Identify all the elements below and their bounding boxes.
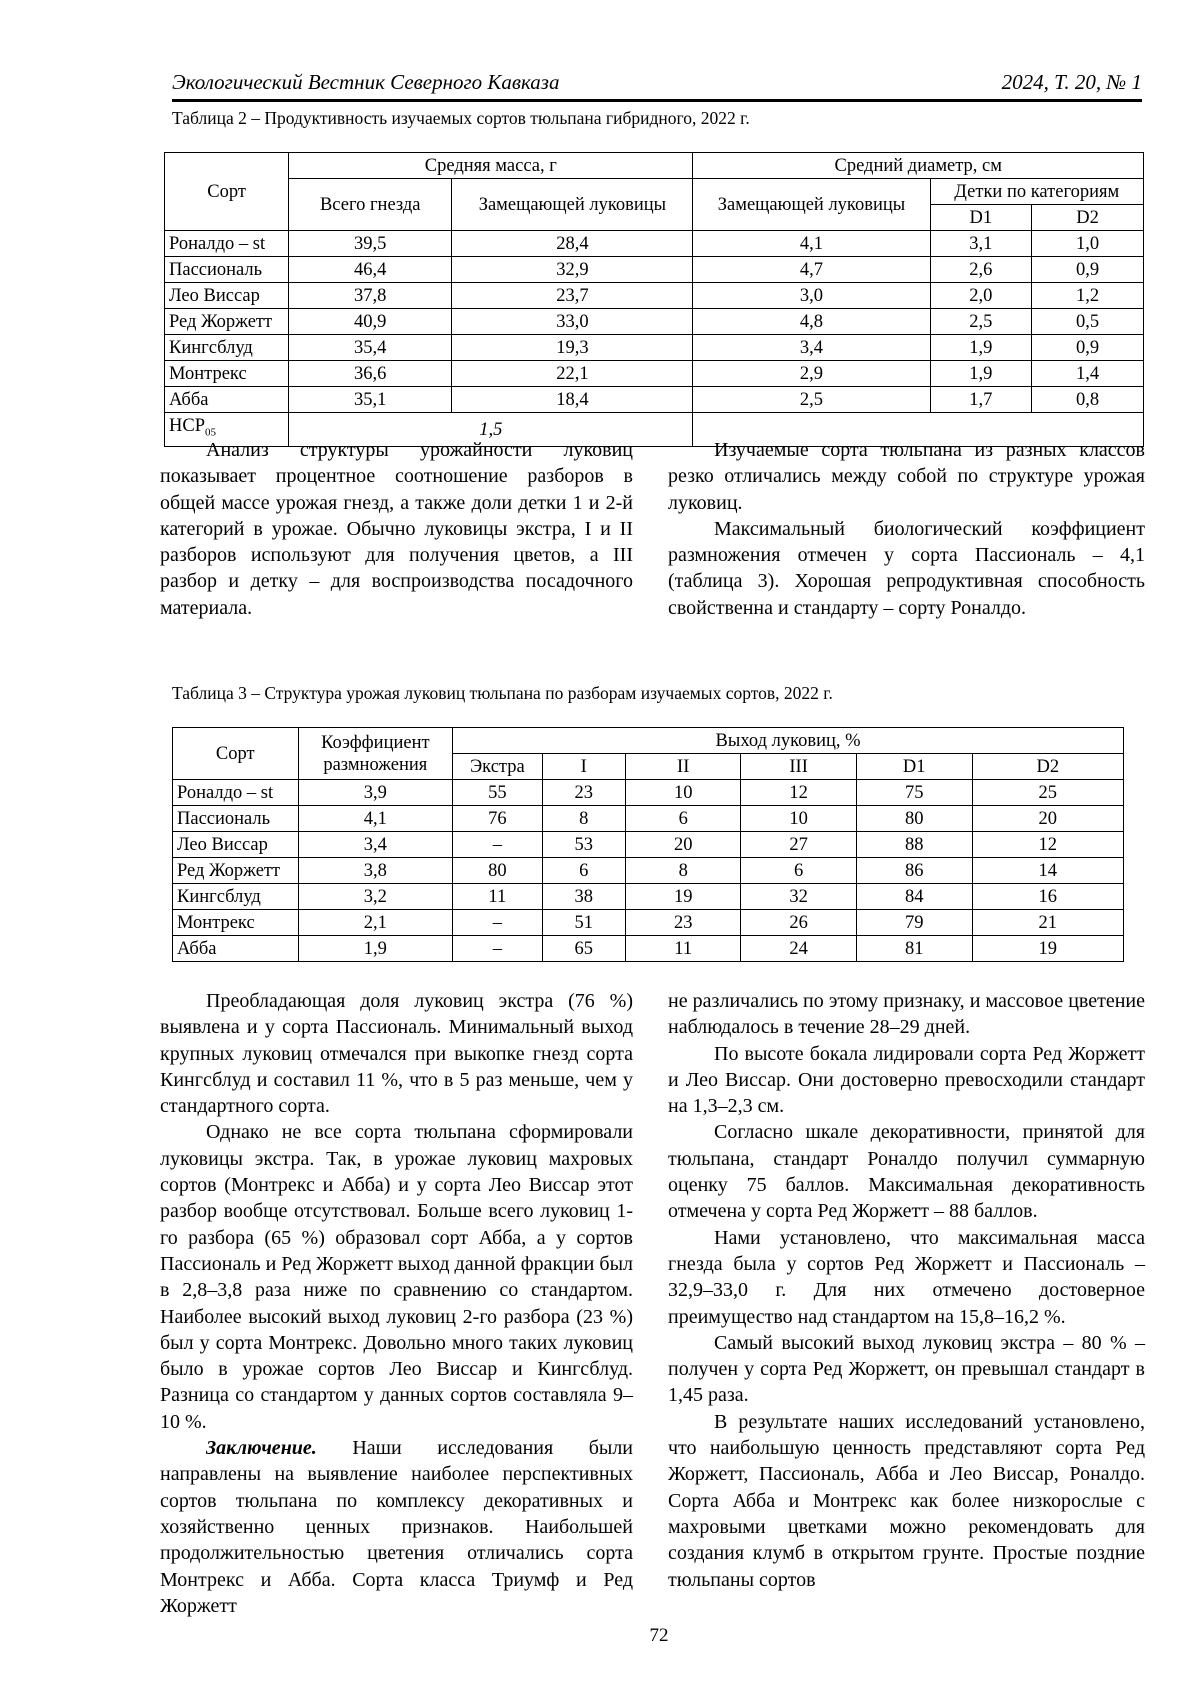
t3-cell-value: 25 [972, 780, 1123, 806]
t3-cell-value: 32 [741, 884, 856, 910]
t2-cell-value: 1,2 [1032, 283, 1144, 309]
t3-header-col: II [625, 754, 740, 780]
t3-cell-value: 12 [972, 832, 1123, 858]
t2-cell-value: 39,5 [289, 231, 452, 257]
t3-cell-value: 8 [625, 858, 740, 884]
t2-header-d2: D2 [1032, 205, 1144, 231]
t2-cell-value: 35,1 [289, 387, 452, 413]
t3-cell-value: 24 [741, 936, 856, 962]
table-row [165, 231, 1144, 257]
t3-cell-value: 20 [625, 832, 740, 858]
para1-right [668, 437, 1145, 621]
t2-cell-value: 0,9 [1032, 335, 1144, 361]
t3-cell-value: 8 [542, 806, 625, 832]
t3-cell-value: 11 [625, 936, 740, 962]
t3-cell-value: 38 [542, 884, 625, 910]
t2-cell-value: 4,1 [693, 231, 930, 257]
t2-cell-value: 2,0 [930, 283, 1032, 309]
paragraph: Максимальный биологический коэффициент размножения отмечен у сорта Пассиональ – 4,1 (таблица 3). Хорошая репродуктивная способность свойственна и стандарту – сорту Роналдо. [668, 517, 1145, 619]
t2-cell-value: 2,6 [930, 257, 1032, 283]
t2-cell-sort: Кингсблуд [165, 335, 289, 361]
paragraph: Согласно шкале декоративности, принятой для тюльпана, стандарт Роналдо получил суммарную оценку 75 баллов. Максимальная декоративность отмечена у сорта Ред Жоржетт – 88 баллов. [668, 1121, 1145, 1223]
table-row [165, 361, 1144, 387]
t3-cell-value: 84 [856, 884, 972, 910]
t3-cell-sort: Роналдо – st [173, 780, 299, 806]
t3-header-col: I [542, 754, 625, 780]
t3-cell-value: 3,9 [298, 780, 453, 806]
paragraph: Анализ структуры урожайности луковиц показывает процентное соотношение разборов в общей массе урожая гнезд, а также доли детки 1 и 2-й категорий в урожае. Обычно луковицы экстра, I и II разборов используют для получения цветов, а III разбор и детку – для воспроизводства посадочного материала. [160, 439, 633, 619]
t3-cell-value: 65 [542, 936, 625, 962]
t2-cell-sort: Пассиональ [165, 257, 289, 283]
t3-cell-value: 19 [625, 884, 740, 910]
t3-cell-value: 12 [741, 780, 856, 806]
table-row [165, 283, 1144, 309]
t3-cell-value: 81 [856, 936, 972, 962]
t2-cell-sort: Ред Жоржетт [165, 309, 289, 335]
t2-header-repl-mass: Замещающей луковицы [452, 179, 693, 231]
t3-cell-value: 26 [741, 910, 856, 936]
table-row [165, 335, 1144, 361]
t2-cell-value: 37,8 [289, 283, 452, 309]
t2-cell-sort: Лео Виссар [165, 283, 289, 309]
t3-cell-sort: Ред Жоржетт [173, 858, 299, 884]
t2-cell-value: 1,4 [1032, 361, 1144, 387]
t3-cell-value: 86 [856, 858, 972, 884]
t3-header-yield: Выход луковиц, % [453, 728, 1124, 754]
conclusion-text: Наши исследования были направлены на выявление наиболее перспективных сортов тюльпана по комплексу декоративных и хозяйственно ценных признаков. Наибольшей продолжительностью цветения отличались сорта Монтрекс и Абба. Сорта класса Триумф и Ред Жоржетт [160, 1437, 633, 1617]
paragraph: не различались по этому признаку, и массовое цветение наблюдалось в течение 28–29 дней. [668, 990, 1145, 1039]
t3-header-col: D1 [856, 754, 972, 780]
table-row [165, 309, 1144, 335]
t3-cell-value: 16 [972, 884, 1123, 910]
t3-cell-sort: Монтрекс [173, 910, 299, 936]
t2-cell-value: 28,4 [452, 231, 693, 257]
t2-cell-value: 32,9 [452, 257, 693, 283]
t2-cell-sort: Монтрекс [165, 361, 289, 387]
running-header [172, 70, 1142, 102]
paragraph: Нами установлено, что максимальная масса гнезда была у сортов Ред Жоржетт и Пассиональ – 32,9–33,0 г. Для них отмечено достоверное преимущество над стандартом на 15,8–16,2 %. [668, 1226, 1145, 1328]
t3-cell-value: 21 [972, 910, 1123, 936]
t2-cell-value: 19,3 [452, 335, 693, 361]
table-row [165, 387, 1144, 413]
t2-cell-value: 36,6 [289, 361, 452, 387]
t2-cell-value: 46,4 [289, 257, 452, 283]
t3-cell-value: 2,1 [298, 910, 453, 936]
t3-cell-value: 6 [741, 858, 856, 884]
t3-cell-value: 3,4 [298, 832, 453, 858]
t2-header-kids: Детки по категориям [930, 179, 1143, 205]
table-row [173, 806, 1124, 832]
t2-cell-value: 3,1 [930, 231, 1032, 257]
paragraph: Преобладающая доля луковиц экстра (76 %) выявлена и у сорта Пассиональ. Минимальный выход крупных луковиц отмечался при выкопке гнезд сорта Кингсблуд и составил 11 %, что в 5 раз меньше, чем у стандартного сорта. [160, 990, 633, 1118]
journal-title: Экологический Вестник Северного Кавказа [172, 70, 560, 94]
table-3 [172, 727, 1124, 962]
table-row [173, 910, 1124, 936]
table-row [173, 780, 1124, 806]
t2-cell-value: 33,0 [452, 309, 693, 335]
t2-cell-value: 1,7 [930, 387, 1032, 413]
t2-cell-value: 22,1 [452, 361, 693, 387]
t3-header-col: III [741, 754, 856, 780]
t2-cell-value: 4,7 [693, 257, 930, 283]
t3-cell-value: 76 [453, 806, 542, 832]
t2-cell-value: 0,8 [1032, 387, 1144, 413]
paragraph: Изучаемые сорта тюльпана из разных классов резко отличались между собой по структуре урожая луковиц. [668, 439, 1145, 514]
conclusion-paragraph [160, 1435, 633, 1619]
table2-caption: Таблица 2 – Продуктивность изучаемых сортов тюльпана гибридного, 2022 г. [172, 108, 750, 128]
t2-header-d1: D1 [930, 205, 1032, 231]
t3-cell-value: 6 [542, 858, 625, 884]
t2-cell-value: 4,8 [693, 309, 930, 335]
table-2 [164, 152, 1144, 447]
issue-info: 2024, Т. 20, № 1 [1001, 70, 1142, 94]
t2-cell-value: 40,9 [289, 309, 452, 335]
t3-cell-value: 55 [453, 780, 542, 806]
t3-cell-value: 3,8 [298, 858, 453, 884]
t3-cell-value: 3,2 [298, 884, 453, 910]
t3-cell-value: 27 [741, 832, 856, 858]
t3-cell-value: 20 [972, 806, 1123, 832]
t2-cell-value: 0,5 [1032, 309, 1144, 335]
t3-header-col: D2 [972, 754, 1123, 780]
t3-cell-value: 10 [625, 780, 740, 806]
table-row [173, 832, 1124, 858]
paragraph: Самый высокий выход луковиц экстра – 80 % – получен у сорта Ред Жоржетт, он превышал стандарт в 1,45 раза. [668, 1331, 1145, 1407]
t2-cell-value: 2,9 [693, 361, 930, 387]
t3-cell-value: 1,9 [298, 936, 453, 962]
t3-cell-value: 80 [453, 858, 542, 884]
para2-right [668, 988, 1145, 1593]
para1-left [160, 437, 633, 621]
t3-cell-value: 23 [542, 780, 625, 806]
table-row [173, 858, 1124, 884]
t3-cell-value: 75 [856, 780, 972, 806]
t2-cell-sort: Роналдо – st [165, 231, 289, 257]
t3-cell-sort: Пассиональ [173, 806, 299, 832]
t3-cell-value: – [453, 936, 542, 962]
t2-cell-value: 1,0 [1032, 231, 1144, 257]
t3-cell-value: – [453, 910, 542, 936]
t2-cell-value: 18,4 [452, 387, 693, 413]
t3-header-col: Экстра [453, 754, 542, 780]
t2-cell-value: 35,4 [289, 335, 452, 361]
page-number: 72 [649, 1625, 669, 1646]
t3-cell-value: – [453, 832, 542, 858]
t3-cell-value: 6 [625, 806, 740, 832]
t3-cell-sort: Кингсблуд [173, 884, 299, 910]
table3-caption: Таблица 3 – Структура урожая луковиц тюльпана по разборам изучаемых сортов, 2022 г. [172, 683, 833, 703]
t3-header-sort: Сорт [173, 728, 299, 780]
t2-header-nest: Всего гнезда [289, 179, 452, 231]
t3-cell-sort: Абба [173, 936, 299, 962]
t2-hcp-value: 1,5 [289, 413, 693, 447]
t3-cell-value: 11 [453, 884, 542, 910]
paragraph: По высоте бокала лидировали сорта Ред Жоржетт и Лео Виссар. Они достоверно превосходили стандарт на 1,3–2,3 см. [668, 1042, 1145, 1118]
t3-cell-value: 51 [542, 910, 625, 936]
t3-cell-sort: Лео Виссар [173, 832, 299, 858]
paragraph: В результате наших исследований установлено, что наибольшую ценность представляют сорта Ред Жоржетт, Пассиональ, Абба и Лео Виссар, Роналдо. Сорта Абба и Монтрекс как более низкорослые с махровыми цветками можно рекомендовать для создания клумб в открытом грунте. Простые поздние тюльпаны сортов [668, 1410, 1145, 1591]
t3-cell-value: 14 [972, 858, 1123, 884]
paragraph: Однако не все сорта тюльпана сформировали луковицы экстра. Так, в урожае луковиц махровых сортов (Монтрекс и Абба) и у сорта Лео Виссар этот разбор вообще отсутствовал. Больше всего луковиц 1-го разбора (65 %) образовал сорт Абба, а у сортов Пассиональ и Ред Жоржетт выход данной фракции был в 2,8–3,8 раза ниже по сравнению со стандартом. Наиболее высокий выход луковиц 2-го разбора (23 %) был у сорта Монтрекс. Довольно много таких луковиц было в урожае сортов Лео Виссар и Кингсблуд. Разница со стандартом у данных сортов составляла 9–10 %. [160, 1121, 633, 1433]
t2-header-mass: Средняя масса, г [289, 153, 693, 179]
conclusion-label: Заключение. [206, 1437, 317, 1460]
t2-header-diam: Средний диаметр, см [693, 153, 1144, 179]
t3-cell-value: 4,1 [298, 806, 453, 832]
t3-cell-value: 53 [542, 832, 625, 858]
t2-cell-value: 23,7 [452, 283, 693, 309]
t2-header-repl-diam: Замещающей луковицы [693, 179, 930, 231]
t3-cell-value: 88 [856, 832, 972, 858]
t2-cell-value: 2,5 [930, 309, 1032, 335]
t2-cell-value: 3,0 [693, 283, 930, 309]
t2-cell-value: 0,9 [1032, 257, 1144, 283]
t3-cell-value: 10 [741, 806, 856, 832]
t3-cell-value: 23 [625, 910, 740, 936]
para2-left [160, 988, 633, 1619]
table-row [173, 884, 1124, 910]
t3-header-coef: Коэффициент размножения [298, 728, 453, 780]
t3-cell-value: 80 [856, 806, 972, 832]
t3-cell-value: 19 [972, 936, 1123, 962]
t2-cell-sort: Абба [165, 387, 289, 413]
t3-cell-value: 79 [856, 910, 972, 936]
t2-cell-value: 1,9 [930, 361, 1032, 387]
t2-header-sort: Сорт [165, 153, 289, 231]
t2-cell-value: 3,4 [693, 335, 930, 361]
table-row [173, 936, 1124, 962]
t2-cell-value: 2,5 [693, 387, 930, 413]
table-row [165, 257, 1144, 283]
t2-cell-value: 1,9 [930, 335, 1032, 361]
t2-hcp-label: $НСР_{05}$ [165, 413, 289, 447]
